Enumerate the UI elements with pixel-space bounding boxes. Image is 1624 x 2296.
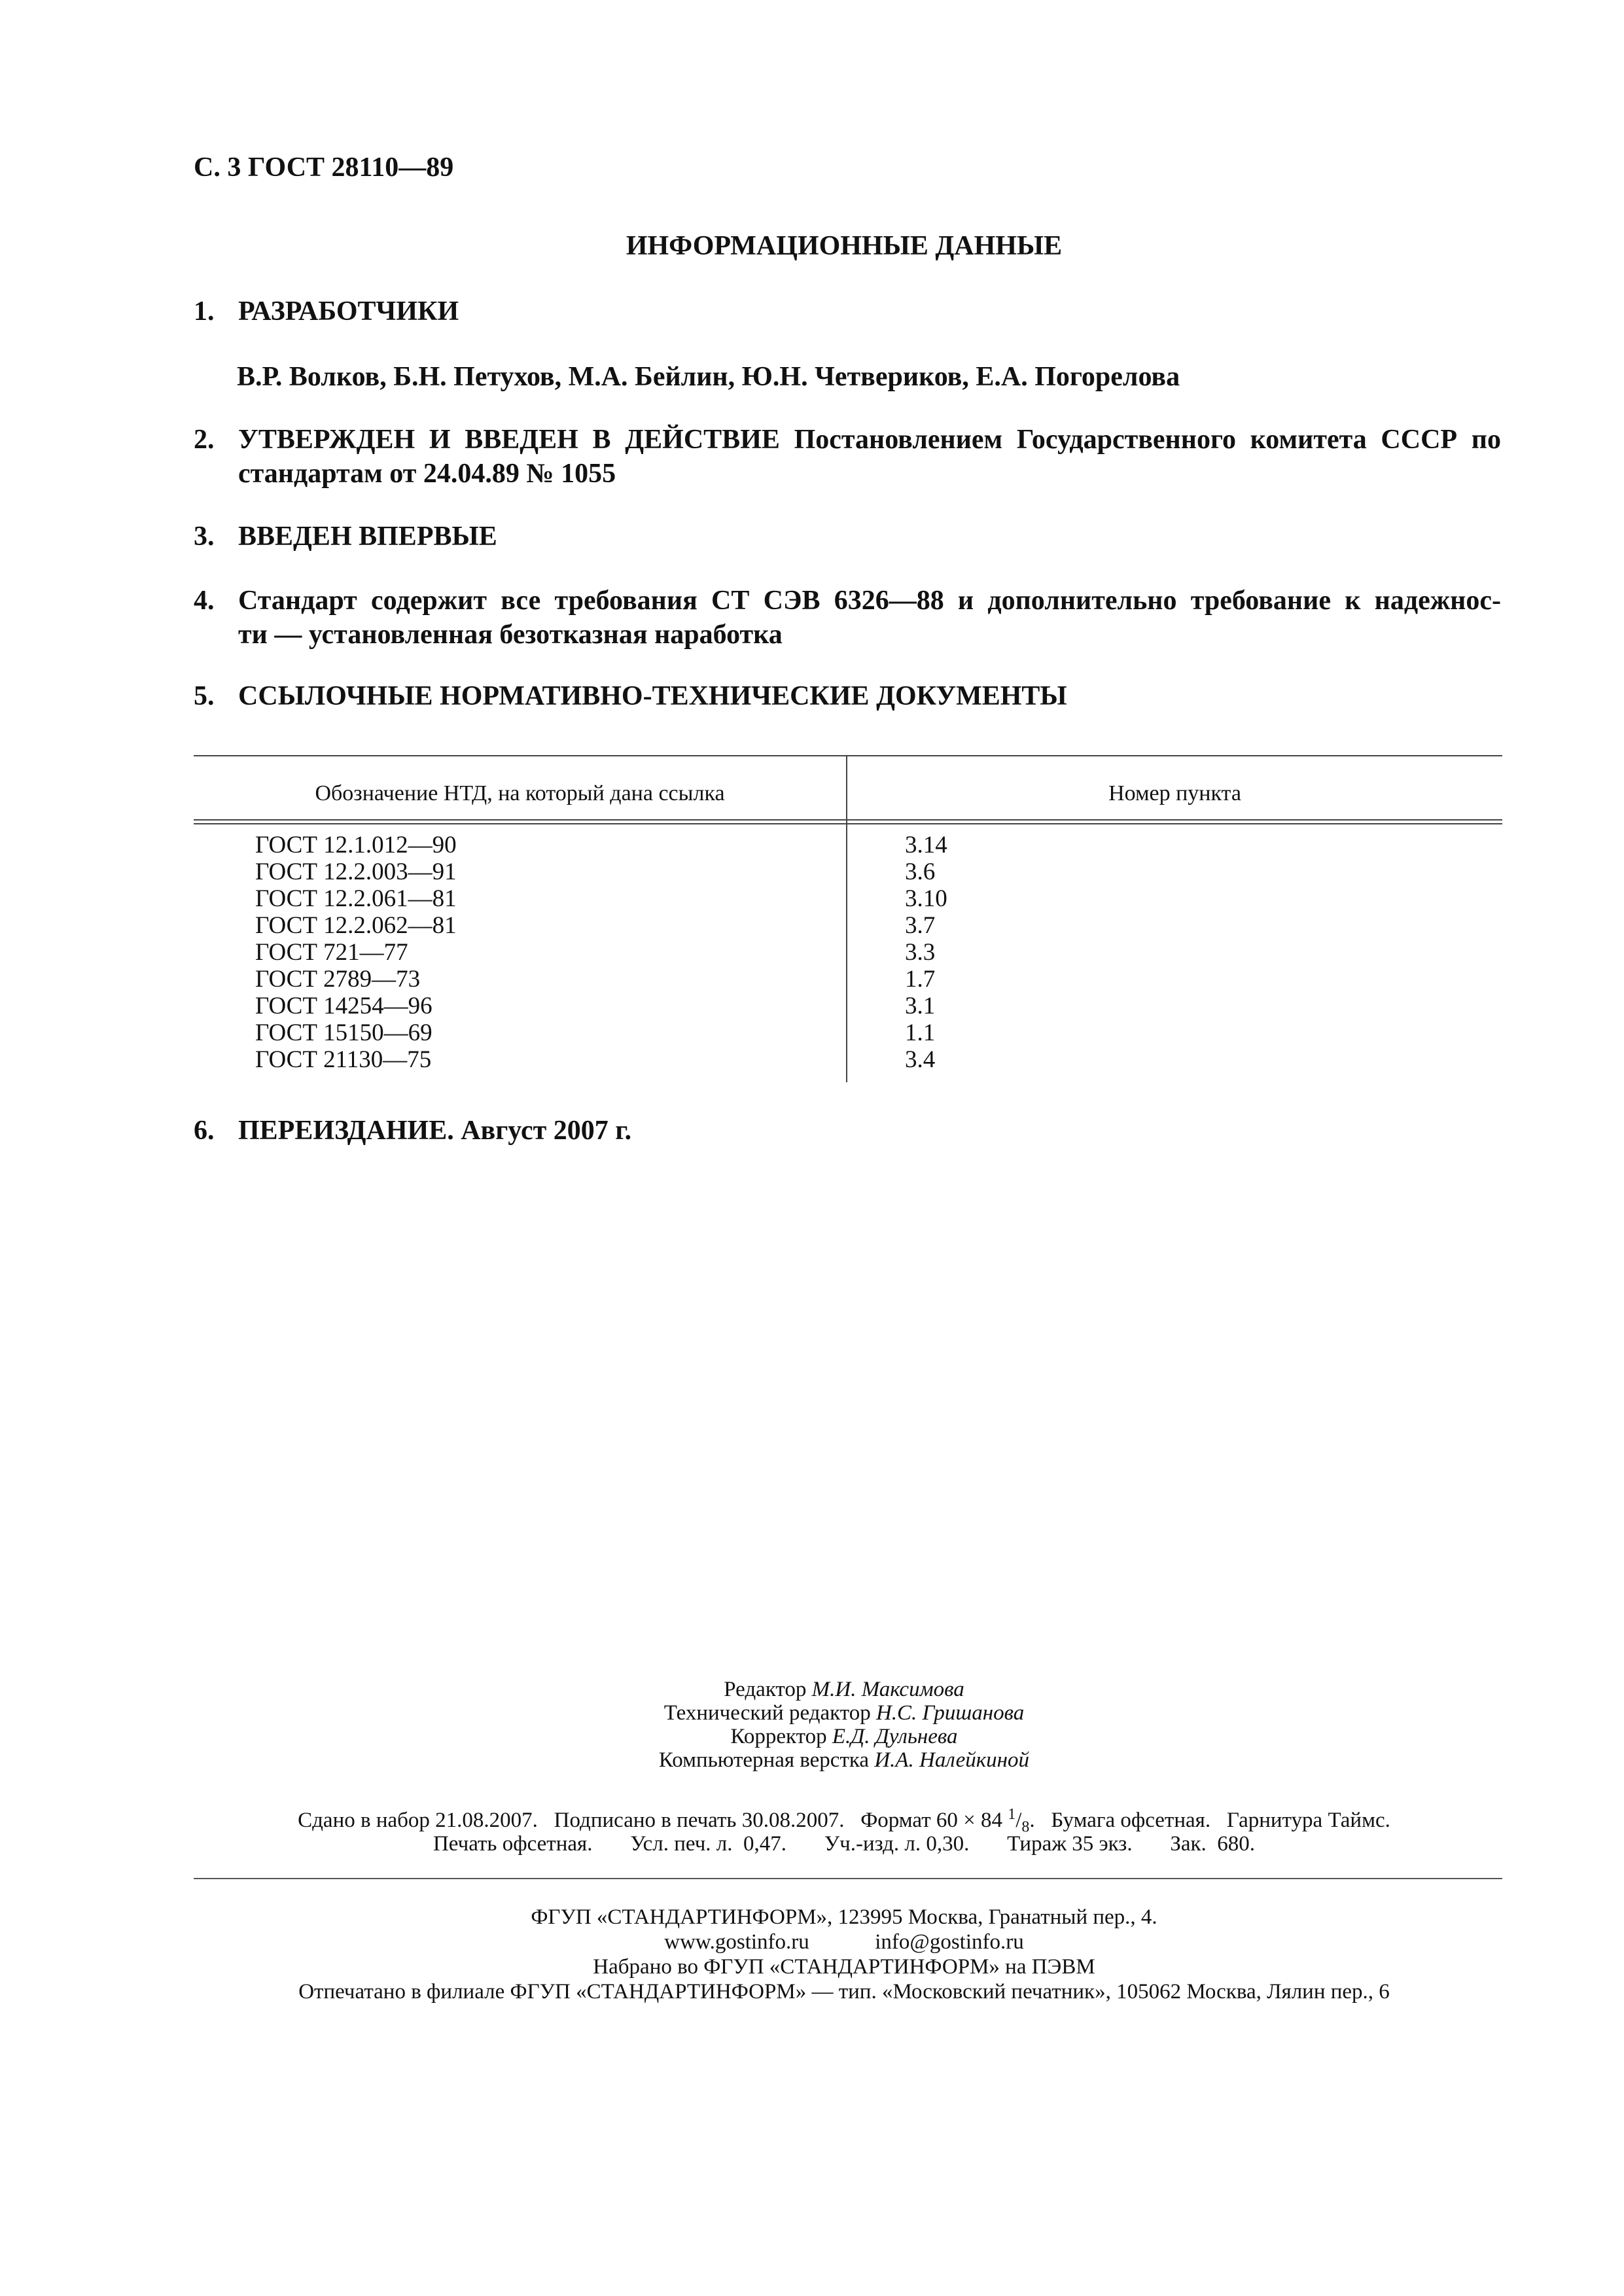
table-row-clause: 3.3: [905, 939, 936, 966]
table-row-designation: ГОСТ 15150—69: [255, 1019, 432, 1046]
section-5-number: 5.: [194, 681, 215, 711]
publisher-contacts: [0, 1930, 1624, 1954]
corrector-label: Корректор: [730, 1725, 827, 1748]
section-2-line2: стандартам от 24.04.89 № 1055: [238, 459, 616, 489]
section-4-line1: Стандарт содержит все требования СТ СЭВ 6326—88 и дополнительно требование к надежнос-: [238, 586, 1501, 616]
table-top-rule: [194, 755, 1502, 756]
tech-editor-label: Технический редактор: [663, 1701, 871, 1725]
section-4-number: 4.: [194, 586, 215, 616]
layout-label: Компьютерная верстка: [658, 1748, 870, 1772]
developers-list: В.Р. Волков, Б.Н. Петухов, М.А. Бейлин, Ю.Н. Четвериков, Е.А. Погорелова: [237, 362, 1180, 392]
publisher-address: ФГУП «СТАНДАРТИНФОРМ», 123995 Москва, Гранатный пер., 4.: [531, 1905, 1157, 1929]
table-row-clause: 3.14: [905, 832, 947, 858]
table-row-clause: 3.6: [905, 858, 936, 885]
table-row-clause: 1.7: [905, 966, 936, 993]
table-header-rule-double: [194, 823, 1502, 824]
table-row-designation: ГОСТ 12.1.012—90: [255, 832, 457, 858]
document-title: ИНФОРМАЦИОННЫЕ ДАННЫЕ: [626, 231, 1063, 261]
table-row-designation: ГОСТ 2789—73: [255, 966, 421, 993]
page-header: С. 3 ГОСТ 28110—89: [194, 152, 454, 183]
table-row-designation: ГОСТ 21130—75: [255, 1046, 432, 1073]
section-3-heading: ВВЕДЕН ВПЕРВЫЕ: [238, 521, 497, 552]
editor-label: Редактор: [724, 1678, 807, 1701]
table-row-designation: ГОСТ 12.2.062—81: [255, 912, 457, 939]
table-row-designation: ГОСТ 721—77: [255, 939, 408, 966]
section-1-heading: РАЗРАБОТЧИКИ: [238, 296, 459, 327]
editor-name: М.И. Максимова: [811, 1678, 964, 1701]
table-row-clause: 3.7: [905, 912, 936, 939]
imprint-divider: [194, 1878, 1502, 1879]
table-row-designation: ГОСТ 12.2.061—81: [255, 885, 457, 912]
section-3-number: 3.: [194, 521, 215, 552]
table-row-clause: 3.4: [905, 1046, 936, 1073]
section-5-heading: ССЫЛОЧНЫЕ НОРМАТИВНО-ТЕХНИЧЕСКИЕ ДОКУМЕНТЫ: [238, 681, 1067, 711]
imprint-editor: [0, 1678, 1624, 1702]
section-1-number: 1.: [194, 296, 215, 327]
typeset-info: Набрано во ФГУП «СТАНДАРТИНФОРМ» на ПЭВМ: [593, 1955, 1095, 1979]
imprint-tech-editor: [0, 1701, 1624, 1725]
imprint-corrector: [0, 1725, 1624, 1749]
section-2-line1: УТВЕРЖДЕН И ВВЕДЕН В ДЕЙСТВИЕ Постановлением Государственного комитета СССР по: [238, 425, 1501, 455]
table-row-clause: 1.1: [905, 1019, 936, 1046]
publisher-website[interactable]: www.gostinfo.ru: [664, 1930, 809, 1954]
corrector-name: Е.Д. Дульнева: [832, 1725, 958, 1748]
imprint-layout: [0, 1748, 1624, 1773]
table-row-clause: 3.10: [905, 885, 947, 912]
layout-name: И.А. Налейкиной: [874, 1748, 1030, 1772]
print-details-b: . Бумага офсетная. Гарнитура Таймс.: [1029, 1809, 1390, 1832]
section-2-number: 2.: [194, 425, 215, 455]
printed-info: Отпечатано в филиале ФГУП «СТАНДАРТИНФОРМ» — тип. «Московский печатник», 105062 Москва, Лялин пер., 6: [298, 1980, 1390, 2004]
section-6-number: 6.: [194, 1116, 215, 1146]
table-header-rule: [194, 819, 1502, 821]
publisher-email[interactable]: info@gostinfo.ru: [875, 1930, 1024, 1954]
table-row-clause: 3.1: [905, 993, 936, 1019]
print-details-line2: Печать офсетная. Усл. печ. л. 0,47. Уч.-изд. л. 0,30. Тираж 35 экз. Зак. 680.: [432, 1832, 1256, 1856]
tech-editor-name: Н.С. Гришанова: [875, 1701, 1025, 1725]
table-header-clause: Номер пункта: [1108, 781, 1241, 805]
print-details-a: Сдано в набор 21.08.2007. Подписано в печать 30.08.2007. Формат 60 × 84: [298, 1809, 1002, 1832]
table-row-designation: ГОСТ 14254—96: [255, 993, 432, 1019]
table-row-designation: ГОСТ 12.2.003—91: [255, 858, 457, 885]
section-6-heading: ПЕРЕИЗДАНИЕ. Август 2007 г.: [238, 1116, 632, 1146]
section-4-line2: ти — установленная безотказная наработка: [238, 620, 783, 650]
format-fraction: $^1/_8$: [1008, 1806, 1030, 1836]
table-header-designation: Обозначение НТД, на который дана ссылка: [315, 781, 725, 805]
